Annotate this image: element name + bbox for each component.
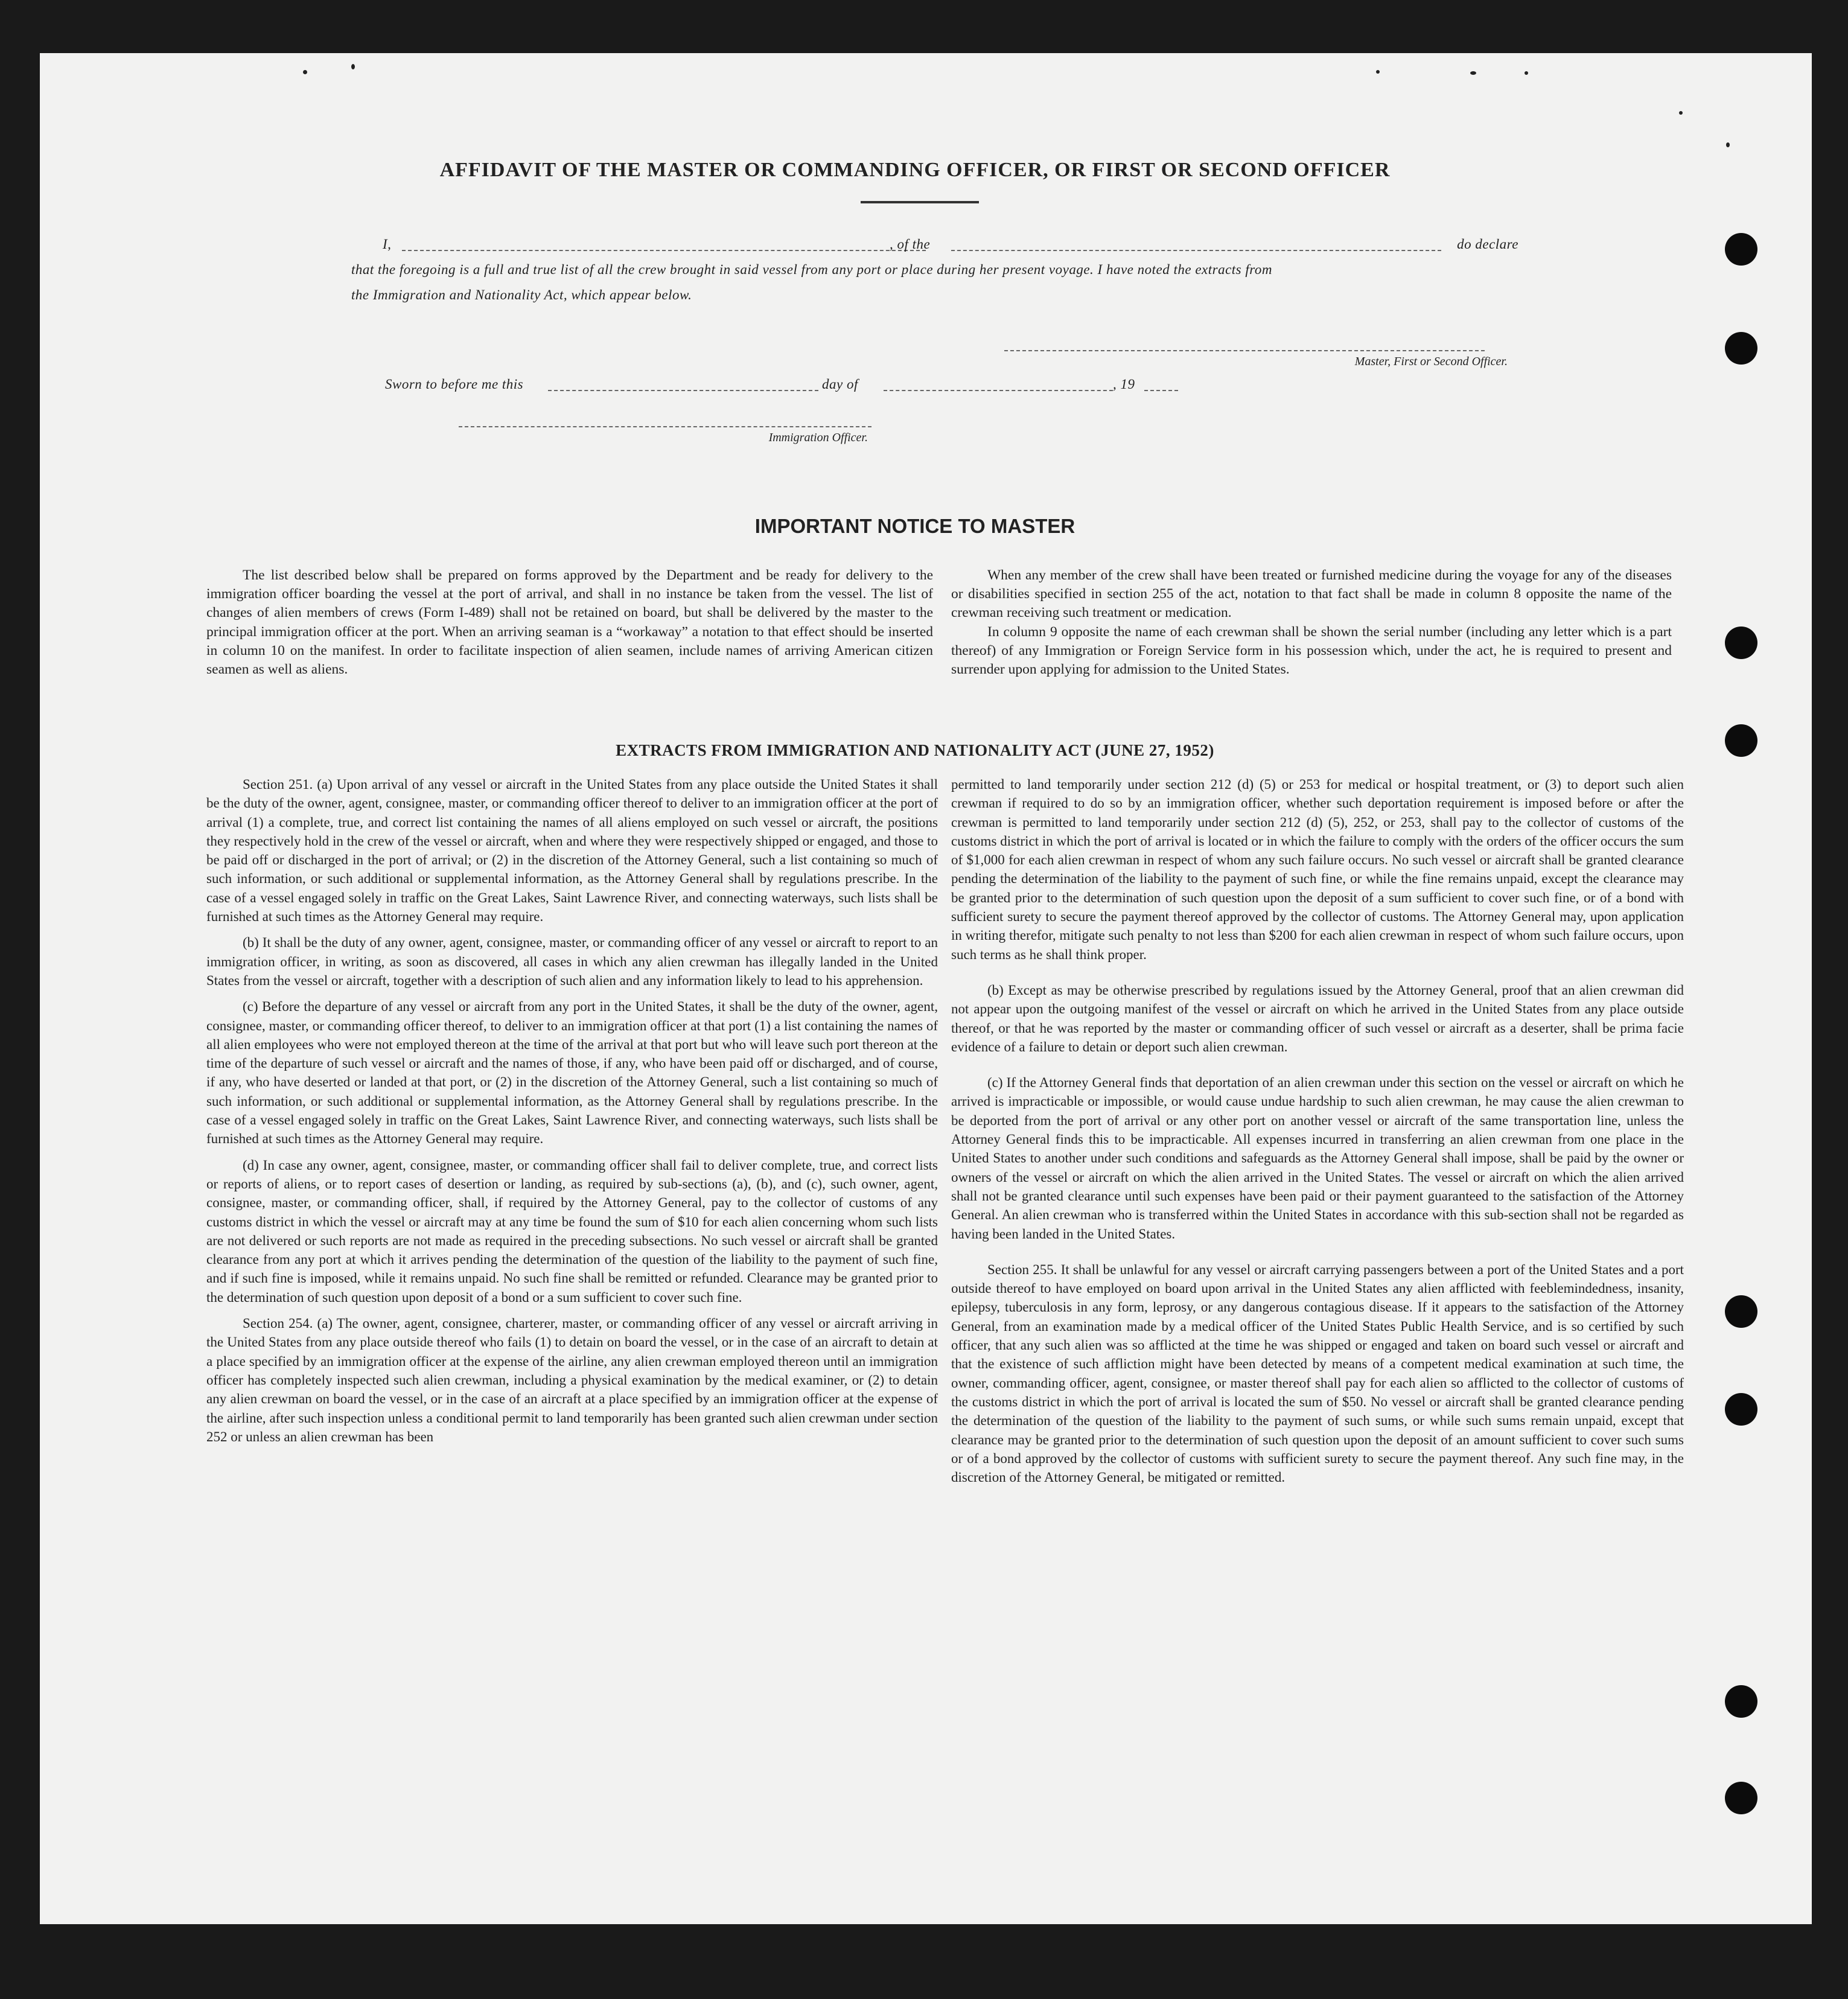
sworn-month-field[interactable] xyxy=(884,390,1113,391)
extracts-title: EXTRACTS FROM IMMIGRATION AND NATIONALITY ACT (JUNE 27, 1952) xyxy=(616,741,1214,759)
officer-signature-field[interactable] xyxy=(459,426,871,427)
vessel-name-field[interactable] xyxy=(951,250,1441,251)
extract-paragraph: (b) It shall be the duty of any owner, agent, consignee, master, or commanding officer of any vessel or aircraft to report to an immigration officer, in writing, as soon as discovered, all cases in which any alien crewman has illegally landed in the United States from the vessel or aircraft, together with a description of such alien and any information likely to lead to his apprehension. xyxy=(206,935,938,988)
affidavit-line3: the Immigration and Nationality Act, which appear below. xyxy=(351,287,692,302)
notice-left-column xyxy=(206,566,933,679)
sworn-day-of: day of xyxy=(822,377,858,392)
binder-hole xyxy=(1725,332,1757,365)
affidavit-title: AFFIDAVIT OF THE MASTER OR COMMANDING OFFICER, OR FIRST OR SECOND OFFICER xyxy=(439,159,1391,181)
sworn-year-field[interactable] xyxy=(1144,390,1178,391)
extract-paragraph: Section 251. (a) Upon arrival of any vessel or aircraft in the United States from any place outside the United States it shall be the duty of the owner, agent, consignee, master, or commanding officer thereof to deliver to an immigration officer at the port of arrival (1) a complete, true, and correct list containing the names of all aliens employed on such vessel or aircraft, the positions they respectively hold in the crew of the vessel or aircraft, when and where they were respectively shipped or engaged, and those to be paid off or discharged in the port of arrival; or (2) in the discretion of the Attorney General, such a list containing so much of such information, or such additional or supplemental information, as the Attorney General shall by regulations prescribe. In the case of a vessel engaged solely in traffic on the Great Lakes, Saint Lawrence River, and connecting waterways, such lists shall be furnished at such times as the Attorney General may require. xyxy=(206,777,938,925)
affidavit-i: I, xyxy=(383,237,392,252)
notice-paragraph: In column 9 opposite the name of each crewman shall be shown the serial number (including any letter which is a part thereof) of any Immigration or Foreign Service form in his possession which, under the act, he is required to present and surrender upon applying for admission to the United States. xyxy=(951,623,1672,678)
scan-speck xyxy=(1376,70,1380,74)
binder-hole xyxy=(1725,233,1757,266)
scan-speck xyxy=(1726,142,1730,147)
extract-paragraph: permitted to land temporarily under section 212 (d) (5) or 253 for medical or hospital treatment, or (3) to deport such alien crewman if required to do so by an immigration officer, whether such deportation requirement is imposed before or after the crewman is permitted to land temporarily under section 212 (d) (5), 252, or 253, shall pay to the collector of customs of the customs district in which the port of arrival is located or in which the failure to comply with the orders of the officer occurs the sum of $1,000 for each alien crewman in respect of whom any such failure occurs. No such vessel or aircraft shall be granted clearance pending the determination of the liability to the payment of such fine, or while the fine remains unpaid, except the clearance may be granted prior to the determination of such question upon the deposit of a sum sufficient to cover such fine, or of a bond with sufficient surety to secure the payment thereof approved by the collector of customs. The Attorney General may, upon application in writing therefor, mitigate such penalty to not less than $200 for each alien crewman in respect of whom such failure occurs, upon such terms as he shall think proper. xyxy=(951,777,1684,962)
binder-hole xyxy=(1725,1295,1757,1328)
scan-speck xyxy=(1679,111,1683,115)
extract-paragraph: Section 254. (a) The owner, agent, consignee, charterer, master, or commanding officer of any vessel or aircraft arriving in the United States from any place outside thereof who fails (1) to detain on board the vessel, or in the case of an aircraft to detain at a place specified by an immigration officer at the expense of the airline, any alien crewman employed thereon until an immigration officer has completely inspected such alien crewman, including a physical examination by the medical examiner, or (2) to detain any alien crewman on board the vessel, or in the case of an aircraft at a place specified by an immigration officer at the expense of the airline, after such inspection unless a conditional permit to land temporarily has been granted such alien crewman under section 252 or unless an alien crewman has been xyxy=(206,1316,938,1444)
scan-speck xyxy=(1470,71,1476,75)
notice-paragraph: The list described below shall be prepared on forms approved by the Department and be ready for delivery to the immigration officer boarding the vessel at the port of arrival, and shall in no instance be taken from the vessel. The list of changes of alien members of crews (Form I-489) shall not be retained on board, but shall be delivered by the master to the principal immigration officer at the port. When an arriving seaman is a “workaway” a notation to that effect should be inserted in column 10 on the manifest. In order to facilitate inspection of alien seamen, include names of arriving American citizen seamen as well as aliens. xyxy=(206,567,933,678)
scan-speck xyxy=(303,70,307,74)
binder-hole xyxy=(1725,1685,1757,1718)
extract-paragraph: (b) Except as may be otherwise prescribed by regulations issued by the Attorney General, proof that an alien crewman did not appear upon the outgoing manifest of the vessel or aircraft on which he arrived in the United States from any place outside thereof, or that he was reported by the master or commanding officer of such vessel or aircraft as a deserter, shall be prima facie evidence of a failure to detain or deport such alien crewman. xyxy=(951,982,1684,1054)
affiant-name-field[interactable] xyxy=(402,250,926,251)
extract-paragraph: (c) Before the departure of any vessel or aircraft from any port in the United States, it shall be the duty of the owner, agent, consignee, master, or commanding officer thereof, to deliver to an immigration officer at that port (1) a list containing the names of all alien employees who were not employed thereon at the time of the arrival at that port but who will leave such port thereon at the time of the departure of such vessel or aircraft and the names of those, if any, who have been paid off or discharged, and of course, if any, who have deserted or landed at that port, or (2) in the discretion of the Attorney General, such a list containing so much of such information, or such additional or supplemental information, as the Attorney General shall by regulations prescribe. In the case of a vessel engaged solely in traffic on the Great Lakes, Saint Lawrence River, and connecting waterways, such lists shall be furnished at such times as the Attorney General may require. xyxy=(206,999,938,1147)
document-page xyxy=(40,53,1812,1924)
extracts-right-column xyxy=(951,775,1684,1494)
extracts-left-column xyxy=(206,775,938,1453)
extract-paragraph: (c) If the Attorney General finds that deportation of an alien crewman under this section on the vessel or aircraft on which he arrived is impracticable or impossible, or would cause undue hardship to such alien crewman, he may cause the alien crewman to be deported from the port of arrival or any other port on another vessel or aircraft of the same transportation line, unless the Attorney General finds this to be impracticable. All expenses incurred in transferring an alien crewman from one place in the United States to another under such conditions and safeguards as the Attorney General shall impose, shall be paid by the owner or owners of the vessel or aircraft on which the alien arrived in the United States. The vessel or aircraft on which the alien arrived shall not be granted clearance until such expenses have been paid or their payment guaranteed to the satisfaction of the Attorney General. An alien crewman who is transferred within the United States in accordance with this sub-section shall not be regarded as having been landed in the United States. xyxy=(951,1075,1684,1242)
extract-paragraph: Section 255. It shall be unlawful for any vessel or aircraft carrying passengers between a port of the United States and a port outside thereof to have employed on board upon arrival in the United States any alien afflicted with feeblemindedness, insanity, epilepsy, tuberculosis in any form, leprosy, or any dangerous contagious disease. If it appears to the satisfaction of the Attorney General, from an examination made by a medical officer of the United States Public Health Service, and is so certified by such officer, that any such alien was so afflicted at the time he was shipped or engaged and taken on board such vessel or aircraft and that the existence of such affliction might have been detected by means of a competent medical examination at such time, the owner, commanding officer, agent, consignee, or master thereof shall pay for each alien so afflicted to the collector of customs of the customs district in which the port of arrival is located the sum of $50. No vessel or aircraft shall be granted clearance pending the determination of the question of the liability to the payment of such sums, or while such sums remain unpaid, except that clearance may be granted prior to the determination of such question upon the deposit of an amount sufficient to cover such sums or of a bond approved by the collector of customs with sufficient surety to secure the payment thereof. Any such fine may, in the discretion of the Attorney General, be mitigated or remitted. xyxy=(951,1261,1684,1485)
binder-hole xyxy=(1725,1393,1757,1426)
master-caption: Master, First or Second Officer. xyxy=(1354,355,1508,368)
binder-hole xyxy=(1725,626,1757,659)
notice-right-column xyxy=(951,566,1672,679)
scan-speck xyxy=(351,64,355,69)
sworn-prefix: Sworn to before me this xyxy=(385,377,524,392)
scan-speck xyxy=(1525,71,1528,75)
title-rule xyxy=(861,201,979,203)
notice-title: IMPORTANT NOTICE TO MASTER xyxy=(754,515,1075,537)
sworn-year: , 19 xyxy=(1113,377,1135,392)
affidavit-of-the: , of the xyxy=(890,237,931,252)
affidavit-do-declare: do declare xyxy=(1457,237,1518,252)
officer-caption: Immigration Officer. xyxy=(768,431,868,444)
sworn-day-field[interactable] xyxy=(548,390,818,391)
master-signature-field[interactable] xyxy=(1004,350,1485,351)
affidavit-line2: that the foregoing is a full and true list of all the crew brought in said vessel from any port or place during her present voyage. I have noted the extracts from xyxy=(351,262,1272,277)
extract-paragraph: (d) In case any owner, agent, consignee, master, or commanding officer shall fail to deliver complete, true, and correct lists or reports of aliens, or to report cases of desertion or landing, as required by sub-sections (a), (b), and (c), such owner, agent, consignee, master, or commanding officer, shall, if required by the Attorney General, pay to the collector of customs of any customs district in which the vessel or aircraft may at any time be found the sum of $10 for each alien concerning whom such lists are not delivered or such reports are not made as required in the preceding subsections. No such vessel or aircraft shall be granted clearance from any port at which it arrives pending the determination of the question of the liability to the payment of such fine, and if such fine is imposed, while it remains unpaid. No such fine shall be remitted or refunded. Clearance may be granted prior to the determination of such question upon deposit of a bond or a sum sufficient to cover such fine. xyxy=(206,1157,938,1305)
binder-hole xyxy=(1725,1782,1757,1814)
notice-paragraph: When any member of the crew shall have been treated or furnished medicine during the voyage for any of the diseases or disabilities specified in section 255 of the act, notation to that fact shall be made in column 8 opposite the name of the crewman receiving such treatment or medication. xyxy=(951,567,1672,621)
